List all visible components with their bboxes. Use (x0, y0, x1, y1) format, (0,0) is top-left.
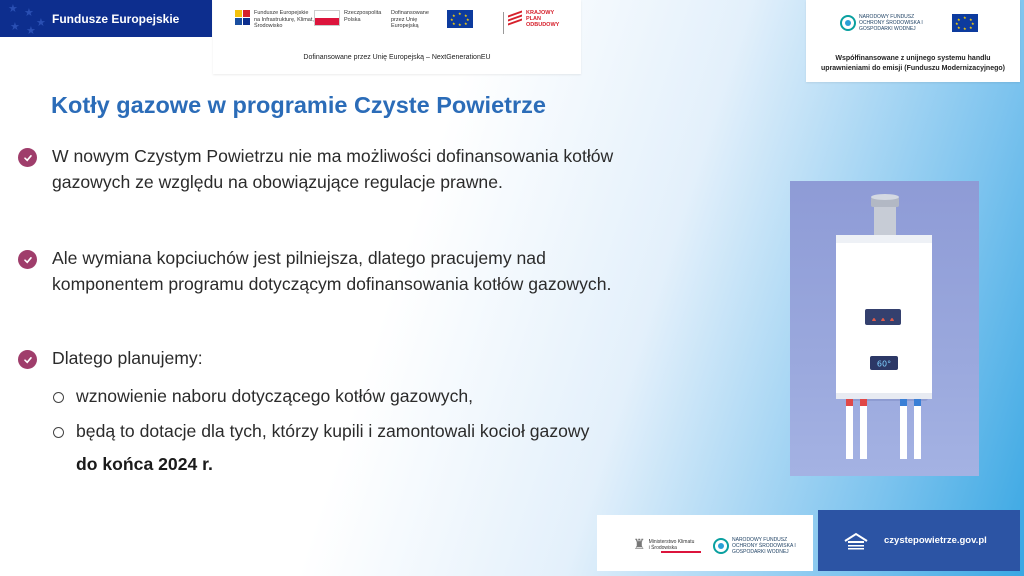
poland-logo: Rzeczpospolita Polska (314, 10, 380, 26)
gas-boiler-illustration (790, 181, 979, 476)
ministry-logo: ♜ Ministerstwo Klimatu i Środowiska (633, 536, 695, 552)
website-link[interactable]: czystepowietrze.gov.pl (884, 535, 987, 546)
bullet-item (18, 147, 613, 199)
cofunded-text: Współfinansowane z unijnego systemu handlu uprawnieniami do emisji (Funduszu Modernizacyjnego) (821, 55, 1005, 72)
bullet-text: Ale wymiana kopciuchów jest pilniejsza, dlatego pracujemy nad (52, 248, 546, 268)
eu-funds-title: Fundusze Europejskie (52, 11, 180, 26)
eu-flag-icon: ★ ★ ★ ★ ★ ★ ★ ★ (952, 14, 978, 32)
sub-bullet-text: będą to dotacje dla tych, którzy kupili i zamontowali kocioł gazowy (76, 421, 590, 441)
check-icon (18, 250, 37, 269)
fe-infrastructure-logo: Fundusze Europejskie na Infrastrukturę, Klimat, Środowisko (235, 10, 314, 30)
circle-bullet-icon (53, 392, 64, 403)
check-icon (18, 148, 37, 167)
check-icon (18, 350, 37, 369)
logo-divider (503, 12, 504, 34)
funding-logos-panel (213, 0, 581, 74)
gas-boiler-icon (790, 181, 979, 476)
kpo-logo: KRAJOWY PLAN ODBUDOWY (508, 10, 566, 28)
poland-flag-icon (314, 10, 340, 26)
sub-bullet-text: wznowienie naboru dotyczącego kotłów gazowych, (76, 386, 474, 406)
bullet-text: W nowym Czystym Powietrzu nie ma możliwości dofinansowania kotłów (52, 146, 614, 166)
eu-logo: Dofinansowane przez Unię Europejską ★ ★ ★ ★ ★ ★ ★ ★ (391, 10, 473, 30)
slide-title: Kotły gazowe w programie Czyste Powietrze (51, 92, 546, 118)
website-footer (818, 510, 1020, 571)
eagle-icon: ♜ (633, 536, 646, 552)
ministry-logo-rule (661, 551, 701, 553)
footer-logos-panel (597, 515, 813, 571)
bullet-text: gazowych ze względu na obowiązujące regulacje prawne. (52, 172, 503, 192)
kpo-logo-icon (508, 10, 522, 26)
bullet-item (18, 349, 203, 375)
eu-stars-icon: ★ ★ ★ ★ ★ (8, 3, 46, 37)
bullet-item (18, 249, 611, 301)
nfosigw-footer-logo: NARODOWY FUNDUSZ OCHRONY ŚRODOWISKA I GOSPODARKI WODNEJ (713, 537, 802, 555)
circle-bullet-icon (53, 427, 64, 438)
eu-funds-bar (0, 0, 212, 37)
nfosigw-panel (806, 0, 1020, 82)
nfosigw-logo-icon (713, 538, 729, 554)
eu-flag-icon: ★ ★ ★ ★ ★ ★ ★ ★ (447, 10, 473, 28)
boiler-temperature: 60° (876, 359, 892, 369)
sub-bullet-item (53, 386, 473, 407)
bullet-text: komponentem programu dotyczącym dofinansowania kotłów gazowych. (52, 274, 612, 294)
fe-logo-icon (235, 10, 251, 26)
nfosigw-logo: NARODOWY FUNDUSZ OCHRONY ŚRODOWISKA I GOSPODARKI WODNEJ (840, 14, 923, 32)
nfosigw-logo-icon (840, 15, 856, 31)
czyste-powietrze-logo-icon (842, 531, 870, 551)
funded-by-text: Dofinansowane przez Unię Europejską – NextGenerationEU (303, 54, 491, 61)
sub-bullet-emphasis: do końca 2024 r. (76, 454, 213, 474)
sub-bullet-item (53, 421, 589, 442)
bullet-text: Dlatego planujemy: (52, 348, 203, 368)
